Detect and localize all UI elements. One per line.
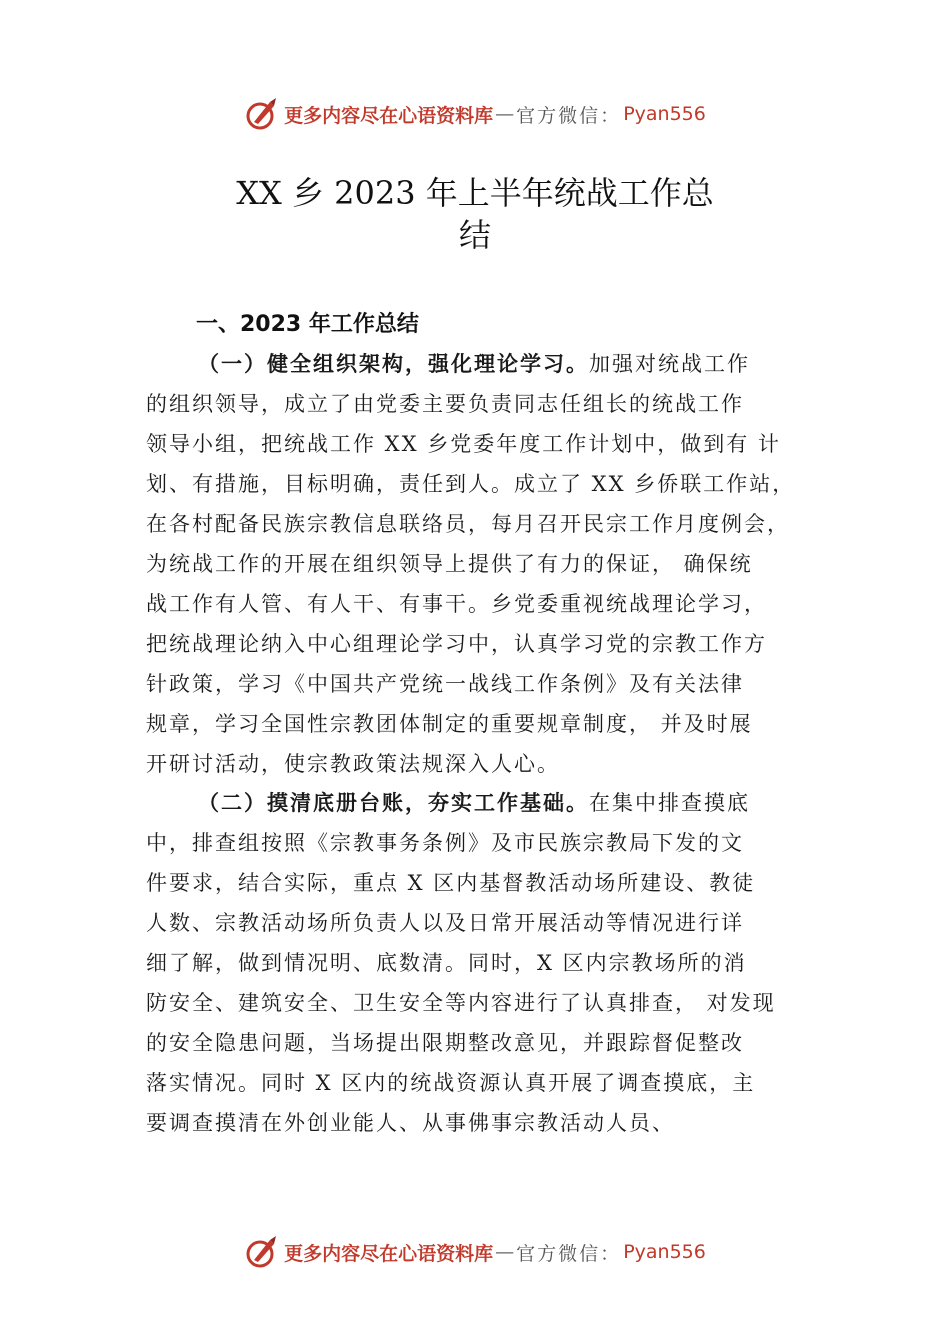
paragraph-line: 要调查摸清在外创业能人、从事佛事宗教活动人员、 <box>146 1111 675 1135</box>
paragraph-line: 人数、宗教活动场所负责人以及日常开展活动等情况进行详 <box>146 911 744 935</box>
paragraph-lead: （一）健全组织架构，强化理论学习。 <box>198 351 589 376</box>
paragraph-line-rest: 在集中排查摸底 <box>589 791 750 815</box>
title-line-2: 结 <box>458 216 491 254</box>
paragraph-line: 开研讨活动，使宗教政策法规深入人心。 <box>146 752 560 776</box>
banner-separator: — <box>495 103 515 125</box>
paragraph-2 <box>146 783 846 1143</box>
quill-logo-icon <box>244 96 280 132</box>
paragraph-line <box>146 344 846 384</box>
paragraph-line-rest: 加强对统战工作 <box>589 352 750 376</box>
header-watermark-banner <box>0 94 950 134</box>
paragraph-line: 划、有措施，目标明确，责任到人。成立了 XX 乡侨联工作站， <box>146 472 796 496</box>
paragraph-line: 防安全、建筑安全、卫生安全等内容进行了认真排查， 对发现 <box>146 991 776 1015</box>
banner-wechat-id: Pyan556 <box>623 1241 706 1263</box>
paragraph-line: 件要求，结合实际，重点 X 区内基督教活动场所建设、教徒 <box>146 871 756 895</box>
banner-wechat-id: Pyan556 <box>623 103 706 125</box>
banner-wechat-label: 官方微信： <box>516 1242 622 1265</box>
paragraph-line: 中，排查组按照《宗教事务条例》及市民族宗教局下发的文 <box>146 831 744 855</box>
paragraph-line: 战工作有人管、有人干、有事干。乡党委重视统战理论学习， <box>146 592 767 616</box>
paragraph-line: 在各村配备民族宗教信息联络员，每月召开民宗工作月度例会， <box>146 512 790 536</box>
section-heading: 一、2023 年工作总结 <box>196 312 419 337</box>
banner-promo-text: 更多内容尽在心语资料库 <box>284 104 494 127</box>
paragraph-lead: （二）摸清底册台账，夯实工作基础。 <box>198 790 589 815</box>
banner-separator: — <box>495 1241 515 1263</box>
paragraph-line: 为统战工作的开展在组织领导上提供了有力的保证， 确保统 <box>146 552 753 576</box>
title-line-1: XX 乡 2023 年上半年统战工作总 <box>236 174 714 212</box>
footer-watermark-banner <box>0 1232 950 1272</box>
paragraph-line: 落实情况。同时 X 区内的统战资源认真开展了调查摸底，主 <box>146 1071 756 1095</box>
paragraph-line <box>146 783 846 823</box>
quill-logo-icon <box>244 1234 280 1270</box>
paragraph-line: 规章，学习全国性宗教团体制定的重要规章制度， 并及时展 <box>146 712 753 736</box>
paragraph-1 <box>146 344 846 784</box>
banner-promo-text: 更多内容尽在心语资料库 <box>284 1242 494 1265</box>
document-title <box>0 172 950 256</box>
paragraph-line: 针政策，学习《中国共产党统一战线工作条例》及有关法律 <box>146 672 744 696</box>
banner-wechat-label: 官方微信： <box>516 104 622 127</box>
paragraph-line: 领导小组，把统战工作 XX 乡党委年度工作计划中，做到有 计 <box>146 432 781 456</box>
paragraph-line: 细了解，做到情况明、底数清。同时，X 区内宗教场所的消 <box>146 951 747 975</box>
paragraph-line: 的组织领导，成立了由党委主要负责同志任组长的统战工作 <box>146 392 744 416</box>
paragraph-line: 把统战理论纳入中心组理论学习中，认真学习党的宗教工作方 <box>146 632 767 656</box>
paragraph-line: 的安全隐患问题，当场提出限期整改意见，并跟踪督促整改 <box>146 1031 744 1055</box>
